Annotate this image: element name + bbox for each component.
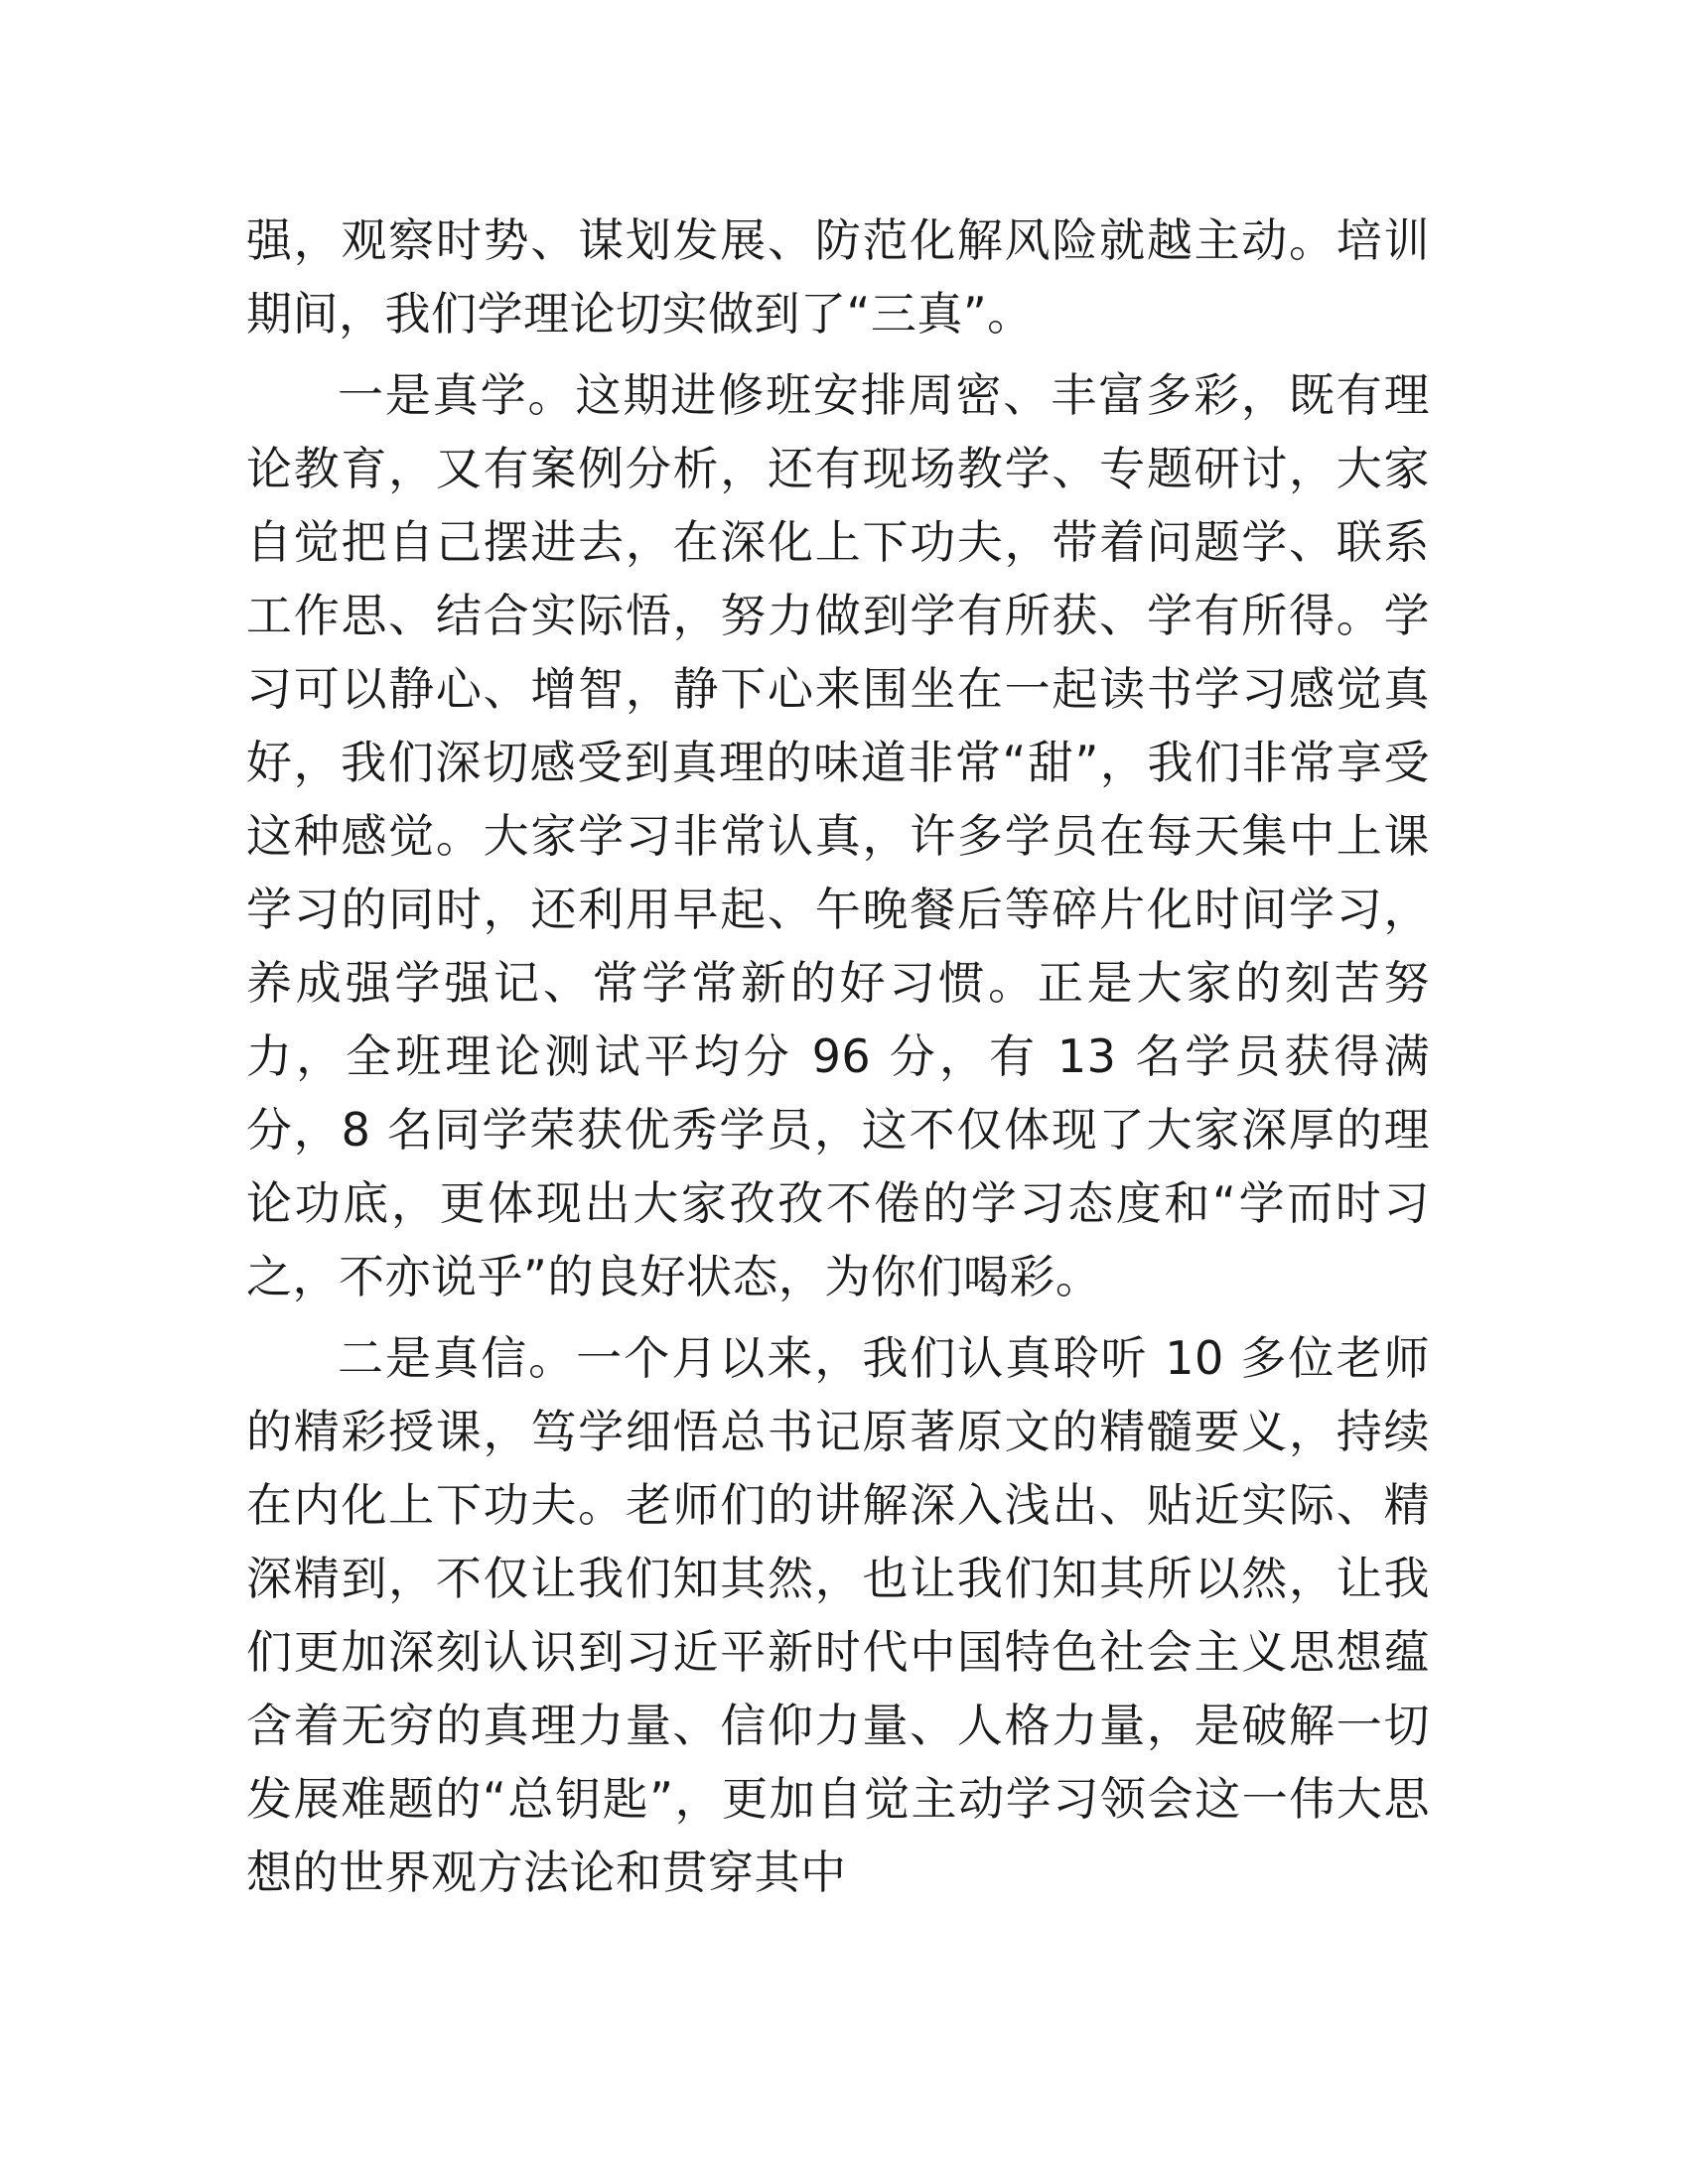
paragraph-continuation: 强，观察时势、谋划发展、防范化解风险就越主动。培训期间，我们学理论切实做到了“三真”。 (246, 213, 1430, 341)
document-body (246, 204, 1430, 1909)
paragraph-zhenxue: 一是真学。这期进修班安排周密、丰富多彩，既有理论教育，又有案例分析，还有现场教学、专题研讨，大家自觉把自己摆进去，在深化上下功夫，带着问题学、联系工作思、结合实际悟，努力做到学有所获、学有所得。学习可以静心、增智，静下心来围坐在一起读书学习感觉真好，我们深切感受到真理的味道非常“甜”，我们非常享受这种感觉。大家学习非常认真，许多学员在每天集中上课学习的同时，还利用早起、午晚餐后等碎片化时间学习，养成强学强记、常学常新的好习惯。正是大家的刻苦努力，全班理论测试平均分 96 分，有 13 名学员获得满分，8 名同学荣获优秀学员，这不仅体现了大家深厚的理论功底，更体现出大家孜孜不倦的学习态度和“学而时习之，不亦说乎”的良好状态，为你们喝彩。 (246, 368, 1430, 1303)
paragraph-zhenxin: 二是真信。一个月以来，我们认真聆听 10 多位老师的精彩授课，笃学细悟总书记原著原文的精髓要义，持续在内化上下功夫。老师们的讲解深入浅出、贴近实际、精深精到，不仅让我们知其然，也让我们知其所以然，让我们更加深刻认识到习近平新时代中国特色社会主义思想蕴含着无穷的真理力量、信仰力量、人格力量，是破解一切发展难题的“总钥匙”，更加自觉主动学习领会这一伟大思想的世界观方法论和贯穿其中 (246, 1331, 1430, 1899)
